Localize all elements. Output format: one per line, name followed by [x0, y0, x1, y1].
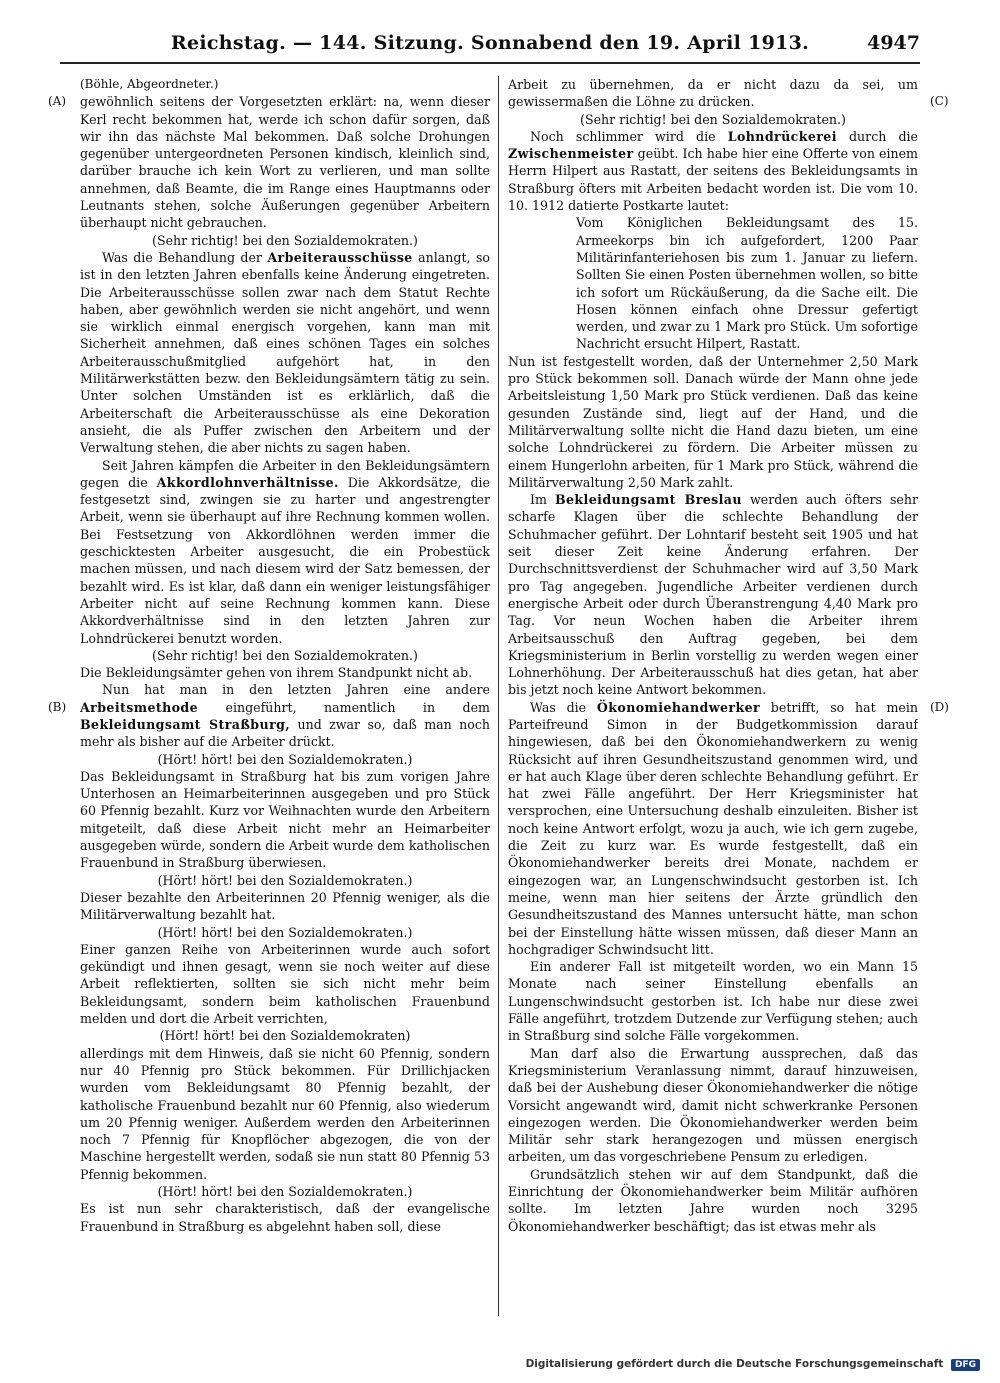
paragraph: Ein anderer Fall ist mitgeteilt worden, wo ein Mann 15 Monate nach seiner Einstellung ebenfalls an Lungenschwindsucht gestorben ist. Ich habe nur diese zwei Fälle angeführt, trotzdem Dutzende zur Verfügung stehen; auch in Straßburg sind solche Fälle vorgekommen.	[508, 959, 918, 1044]
emphasis-term: Ökonomiehandwerker	[596, 699, 761, 715]
paragraph: Nun ist festgestellt worden, daß der Unternehmer 2,50 Mark pro Stück bekommen soll. Danach würde der Mann ohne jede Arbeitsleistung 1,50 Mark pro Stück verdienen. Daß das keine gesunden Zustände sind, liegt auf der Hand, und die Militärverwaltung sollte nicht die Hand dazu bieten, um eine solche Lohndrückerei zu fördern. Die Arbeiter müssen zu einem Hungerlohn arbeiten, für 1 Mark pro Stück, während die Militärverwaltung 2,50 Mark zahlt.	[508, 353, 918, 490]
text-run: geübt. Ich habe hier eine Offerte von einem Herrn Hilpert aus Rastatt, der seitens des Bekleidungsamts in Straßburg öfters mit Arbeiten bedacht worden ist. Die vom 10. 10. 1912 datierte Postkarte lautet:	[508, 146, 918, 214]
paragraph	[508, 128, 918, 214]
paragraph	[508, 491, 918, 699]
paragraph: Das Bekleidungsamt in Straßburg hat bis zum vorigen Jahre Unterhosen an Heimarbeiterinnen ausgegeben und pro Stück 60 Pfennig bezahlt. Kurz vor Weihnachten wurde den Arbeitern mitgeteilt, daß diese Arbeit nicht mehr an Heimarbeiter ausgegeben würde, sondern die Arbeit wurde dem katholischen Frauenbund in Straßburg überwiesen.	[80, 768, 490, 871]
dfg-logo: DFG	[951, 1359, 980, 1371]
text-run: Was die Behandlung der	[102, 249, 268, 265]
text-run: durch die	[836, 128, 918, 144]
interjection: (Hört! hört! bei den Sozialdemokraten)	[159, 1028, 411, 1044]
margin-mark-d: (D)	[930, 700, 949, 714]
text-run: Was die	[530, 699, 597, 715]
interjection: (Hört! hört! bei den Sozialdemokraten.)	[157, 924, 413, 940]
text-run: werden auch öfters sehr scharfe Klagen über die schlechte Behandlung der Schuhmacher geführt. Der Lohntarif besteht seit 1905 und hat seit dieser Zeit keine Änderung erfahren. Der Durchschnittsverdienst der Schuhmacher wird auf 3,50 Mark pro Tag angegeben. Jugendliche Arbeiter verdienen durch energische Arbeit oder durch Überanstrengung 4,40 Mark pro Tag. Vor neun Wochen haben die Arbeiter ihrem Arbeitsausschuß den Auftrag gegeben, bei dem Kriegsministerium in Berlin vorstellig zu werden wegen einer Lohnerhöhung. Der Arbeiterausschuß hat dies getan, hat aber bis jetzt noch keine Antwort bekommen.	[508, 492, 918, 698]
header-rule	[60, 62, 920, 64]
speaker-label: (Böhle, Abgeordneter.)	[80, 77, 219, 91]
text-run: eingeführt, namentlich in dem	[198, 699, 490, 715]
interjection: (Hört! hört! bei den Sozialdemokraten.)	[157, 1184, 413, 1199]
paragraph: Einer ganzen Reihe von Arbeiterinnen wurde auch sofort gekündigt und ihnen gesagt, wenn sie noch weiter auf diese Arbeit reflektierten, sollten sie sich nicht mehr beim Bekleidungsamt, sondern beim katholischen Frauenbund melden und dort die Arbeit verrichten,	[80, 941, 490, 1027]
paragraph: Dieser bezahlte den Arbeiterinnen 20 Pfennig weniger, als die Militärverwaltung bezahlt hat.	[80, 889, 490, 923]
margin-mark-b: (B)	[48, 700, 67, 714]
emphasis-term: Lohndrückerei	[727, 128, 837, 144]
paragraph	[80, 249, 490, 457]
paragraph	[80, 681, 490, 750]
left-column	[80, 76, 490, 1316]
interjection: (Hört! hört! bei den Sozialdemokraten.)	[157, 751, 413, 767]
paragraph: allerdings mit dem Hinweis, daß sie nicht 60 Pfennig, sondern nur 40 Pfennig pro Stück bekommen. Für Drillichjacken wurden vom Bekleidungsamt 80 Pfennig bezahlt, der katholische Frauenbund bezahlt nur 60 Pfennig, also wiederum um 20 Pfennig weniger. Außerdem werden den Arbeiterinnen noch 7 Pfennig für Knopflöcher abgezogen, die von der Maschine hergestellt werden, sodaß sie nun statt 80 Pfennig 53 Pfennig bekommen.	[80, 1045, 490, 1182]
emphasis-term: Zwischenmeister	[508, 146, 634, 162]
margin-mark-a: (A)	[48, 94, 67, 108]
quoted-postcard: Vom Königlichen Bekleidungsamt des 15. Armeekorps bin ich aufgefordert, 1200 Paar Militärinfanteriehosen bis zum 1. Januar zu liefern. Sollten Sie einen Posten übernehmen wollen, so bitte ich sofort um Rückäußerung, da die Sache eilt. Die Hosen können einfach ohne Dressur gefertigt werden, und zwar zu 1 Mark pro Stück. Um sofortige Nachricht ersucht Hilpert, Rastatt.	[576, 215, 918, 352]
emphasis-term: Arbeitsmethode	[80, 699, 199, 715]
column-divider	[498, 76, 499, 1316]
text-run: Seit Jahren kämpfen die Arbeiter in den Bekleidungsämtern gegen die	[80, 457, 490, 490]
text-run: Nun hat man in den letzten Jahren eine andere	[102, 682, 490, 698]
paragraph: Grundsätzlich stehen wir auf dem Standpunkt, daß die Einrichtung der Ökonomiehandwerker beim Militär aufhören sollte. Im letzten Jahre wurden noch 3295 Ökonomiehandwerker beschäftigt; das ist etwas mehr als	[508, 1166, 918, 1234]
text-run: Noch schlimmer wird die	[530, 128, 728, 144]
interjection: (Sehr richtig! bei den Sozialdemokraten.)	[152, 647, 418, 663]
paragraph: Arbeit zu übernehmen, da er nicht dazu da sei, um gewissermaßen die Löhne zu drücken.	[508, 77, 918, 110]
emphasis-term: Arbeiterausschüsse	[267, 249, 413, 265]
interjection: (Sehr richtig! bei den Sozialdemokraten.)	[152, 232, 418, 248]
text-run: betrifft, so hat mein Parteifreund Simon in der Budgetkommission darauf hingewiesen, daß bei den Ökonomiehandwerkern zu wenig Rücksicht auf ihren Gesundheitszustand genommen wird, und er hat auch Klage über deren schlechte Behandlung geführt. Er hat zwei Fälle angeführt. Der Herr Kriegsminister hat versprochen, eine Untersuchung deshalb einzuleiten. Bisher ist noch keine Antwort erfolgt, wozu ja auch, wie ich gern zugebe, die Zeit zu kurz war. Es wurde festgestellt, daß ein Ökonomiehandwerker bereits drei Monate, nachdem er eingezogen war, an Lungenschwindsucht gestorben ist. Ich meine, wenn man hier seitens der Ärzte gründlich den Gesundheitszustand des Mannes untersucht hätte, man schon bei der Einstellung hätte wissen müssen, daß dieser Mann an hochgradiger Schwindsucht litt.	[508, 699, 918, 957]
running-title: Reichstag. — 144. Sitzung. Sonnabend den 19. April 1913.	[170, 32, 810, 54]
paragraph	[508, 699, 918, 958]
paragraph: Es ist nun sehr charakteristisch, daß der evangelische Frauenbund in Straßburg es abgelehnt haben soll, diese	[80, 1201, 490, 1234]
footer-credit	[526, 1358, 980, 1371]
emphasis-term: Akkordlohnverhältnisse.	[156, 474, 339, 490]
text-run: Die Akkordsätze, die festgesetzt sind, zwingen sie zu harter und angestrengter Arbeit, wenn sie überhaupt auf ihre Rechnung kommen wollen. Bei Festsetzung von Akkordlöhnen werden immer die geschicktesten Arbeiter ausgesucht, die ein Probestück machen müssen, und nach diesem wird der Satz bemessen, der bezahlt wird. Es ist klar, daß dann ein weniger leistungsfähiger Arbeiter nicht auf seine Rechnung kommen kann. Diese Akkordverhältnisse sind in den letzten Jahren zur Lohndrückerei benutzt worden.	[80, 474, 490, 646]
interjection: (Hört! hört! bei den Sozialdemokraten.)	[157, 872, 413, 888]
paragraph: Man darf also die Erwartung aussprechen, daß das Kriegsministerium Veranlassung nimmt, darauf hinzuweisen, daß bei der Aushebung dieser Ökonomiehandwerker die nötige Vorsicht angewandt wird, damit nicht schwerkranke Personen eingezogen werden. Die Ökonomiehandwerker werden beim Militär sehr stark herangezogen und müssen energisch arbeiten, um das vorgeschriebene Pensum zu erledigen.	[508, 1045, 918, 1165]
interjection: (Sehr richtig! bei den Sozialdemokraten.)	[580, 111, 846, 127]
text-run: Im	[530, 492, 555, 508]
footer-text: Digitalisierung gefördert durch die Deutsche Forschungsgemeinschaft	[525, 1358, 944, 1370]
text-run: und zwar so, daß man noch mehr als bisher auf die Arbeiter drückt.	[80, 716, 490, 750]
margin-mark-c: (C)	[930, 94, 949, 108]
paragraph: gewöhnlich seitens der Vorgesetzten erklärt: na, wenn dieser Kerl recht bekommen hat, werde ich schon dafür sorgen, daß wir ihn das nächste Mal bekommen. Daß solche Drohungen gegenüber untergeordneten Personen kindisch, kleinlich sind, darüber brauche ich kein Wort zu verlieren, und man sollte annehmen, daß Beamte, die im Range eines Hauptmanns oder Leutnants stehen, solche Äußerungen gegenüber Arbeitern überhaupt nicht gebrauchen.	[80, 94, 490, 231]
emphasis-term: Bekleidungsamt Straßburg,	[80, 716, 291, 732]
paragraph	[80, 457, 490, 647]
page-header	[60, 32, 920, 66]
right-column	[508, 76, 918, 1316]
emphasis-term: Bekleidungsamt Breslau	[554, 492, 742, 508]
paragraph: Die Bekleidungsämter gehen von ihrem Standpunkt nicht ab.	[80, 665, 473, 681]
text-run: anlangt, so ist in den letzten Jahren ebenfalls keine Änderung eingetreten. Die Arbeiterausschüsse sollen zwar nach dem Statut Rechte haben, aber gewöhnlich werden sie nicht angehört, und wenn sie wirklich einmal energisch vorgehen, kann man mit Sicherheit annehmen, daß eines schönen Tages ein solches Arbeiterausschußmitglied aufgehört hat, in den Militärwerkstätten bezw. den Bekleidungsämtern tätig zu sein. Unter solchen Umständen ist es erklärlich, daß die Arbeiterschaft die Arbeiterausschüsse als eine Dekoration ansieht, die als Puffer zwischen den Arbeitern und der Verwaltung stehen, die aber nichts zu sagen haben.	[80, 249, 490, 456]
page-number: 4947	[867, 32, 920, 54]
